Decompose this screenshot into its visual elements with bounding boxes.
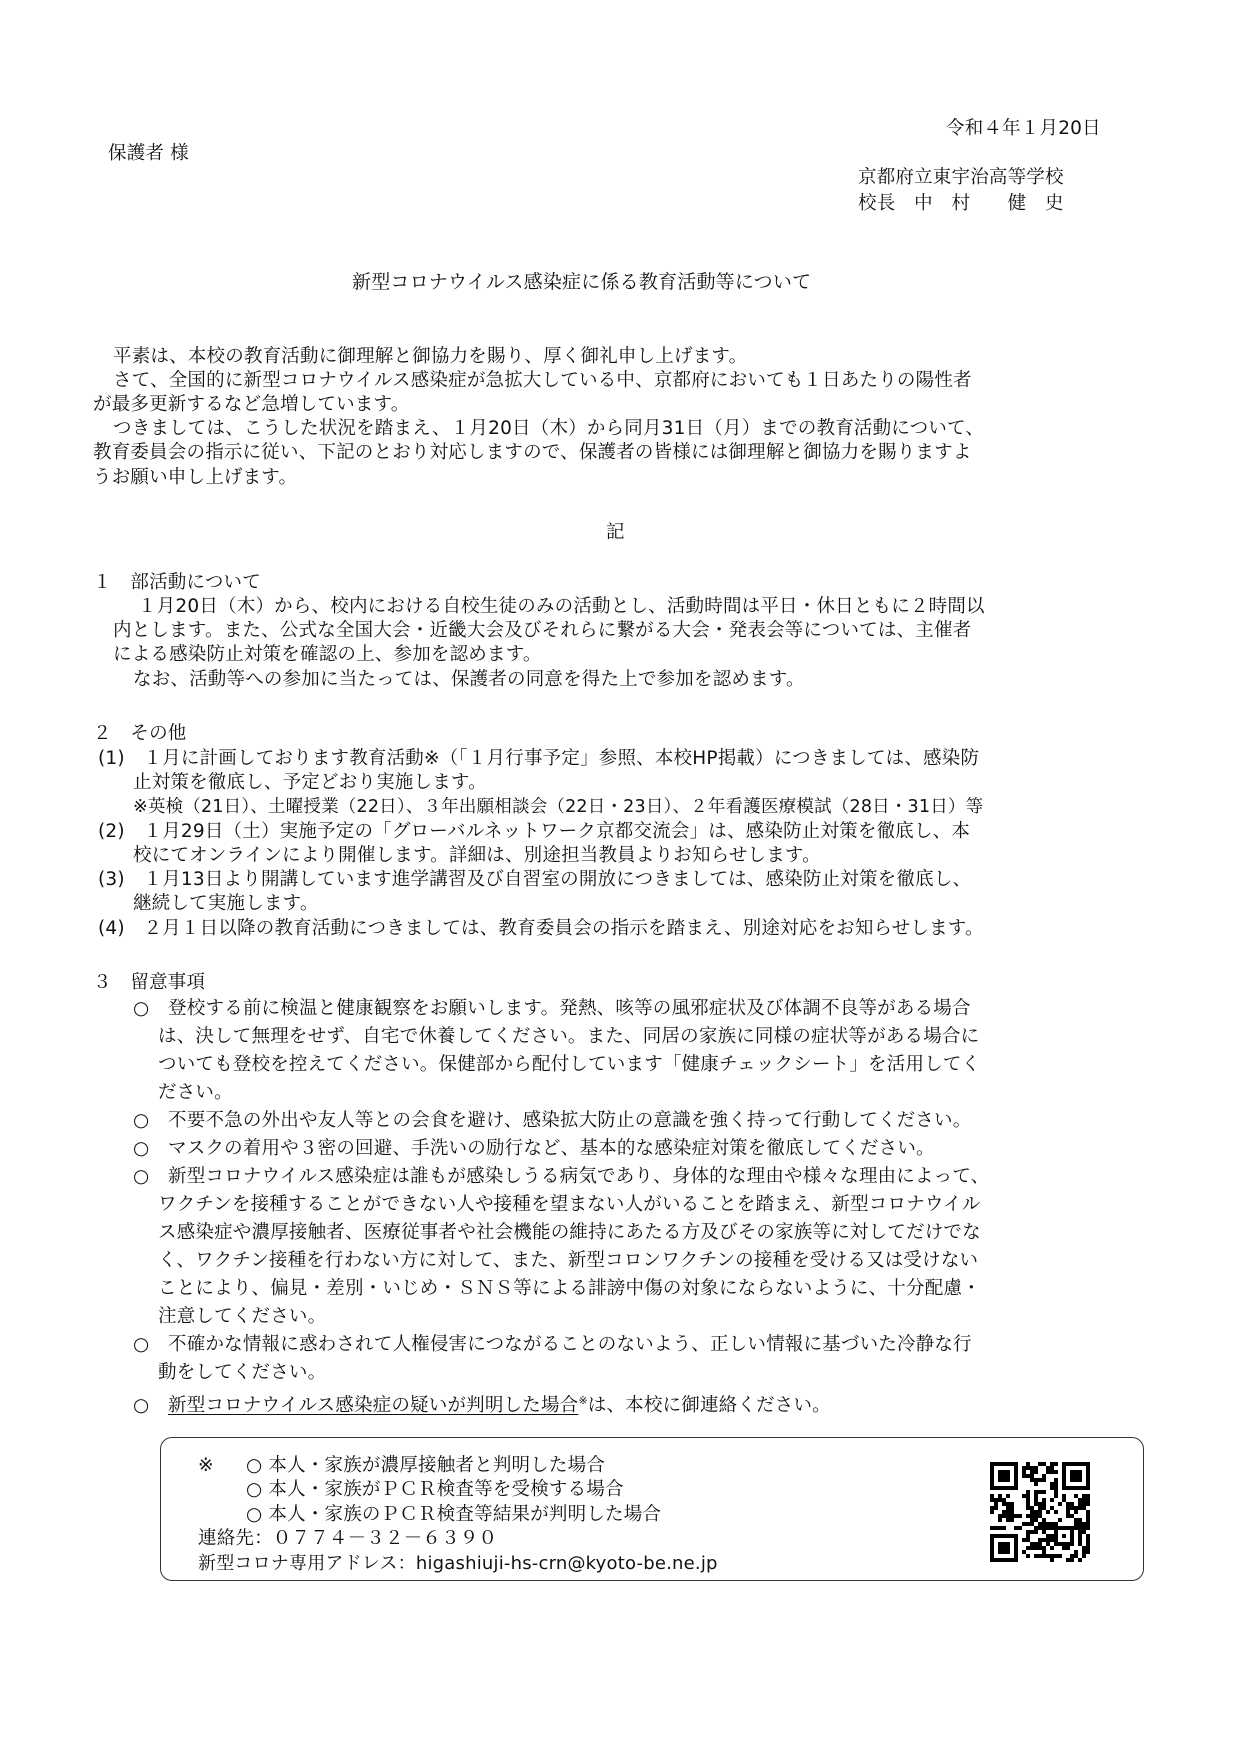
intro-line: うお願い申し上げます。 xyxy=(93,467,298,488)
notice-item: ○ 本人・家族がＰＣＲ検査等を受検する場合 xyxy=(246,1479,624,1500)
section-3-last-line xyxy=(133,1389,831,1418)
section-3-line: ワクチンを接種することができない人や接種を望まない人がいることを踏まえ、新型コロナウイル xyxy=(158,1194,981,1215)
footnote-mark: ※ xyxy=(578,1394,588,1407)
section-1-line: １月20日（木）から、校内における自校生徒のみの活動とし、活動時間は平日・休日ともに２時間以 xyxy=(138,596,985,617)
section-3-line: く、ワクチン接種を行わない方に対して、また、新型コロンワクチンの接種を受ける又は受けない xyxy=(158,1250,979,1271)
section-1-line: による感染防止対策を確認の上、参加を認めます。 xyxy=(113,644,542,665)
section-3-line: ○ 不要不急の外出や友人等との会食を避け、感染拡大防止の意識を強く持って行動してください。 xyxy=(133,1110,972,1131)
ki-marker: 記 xyxy=(606,522,625,543)
notice-rest: は、本校に御連絡ください。 xyxy=(587,1395,831,1417)
intro-line: さて、全国的に新型コロナウイルス感染症が急拡大している中、京都府においても１日あたりの陽性者 xyxy=(113,370,972,391)
section-3-line: ついても登校を控えてください。保健部から配付しています「健康チェックシート」を活用してく xyxy=(158,1054,981,1075)
recipient: 保護者 様 xyxy=(108,143,189,164)
section-2-line: (4) ２月１日以降の教育活動につきましては、教育委員会の指示を踏まえ、別途対応をお知らせします。 xyxy=(98,918,984,939)
notice-mark: ※ xyxy=(198,1455,214,1476)
notice-item: ○ 本人・家族が濃厚接触者と判明した場合 xyxy=(246,1455,606,1476)
section-3-line: 動をしてください。 xyxy=(158,1362,327,1383)
section-3-line: ○ 新型コロナウイルス感染症は誰もが感染しうる病気であり、身体的な理由や様々な理由によって、 xyxy=(133,1166,990,1187)
section-1-heading: １ 部活動について xyxy=(93,572,261,593)
document-title: 新型コロナウイルス感染症に係る教育活動等について xyxy=(352,271,812,293)
section-2-line: 継続して実施します。 xyxy=(133,893,319,914)
section-3-line: ○ 登校する前に検温と健康観察をお願いします。発熱、咳等の風邪症状及び体調不良等がある場合 xyxy=(133,998,971,1019)
contact-email: 新型コロナ専用アドレス：higashiuji-hs-crn@kyoto-be.ne.jp xyxy=(198,1553,718,1574)
school-name: 京都府立東宇治高等学校 xyxy=(858,167,1064,188)
intro-line: が最多更新するなど急増しています。 xyxy=(93,394,410,415)
section-2-line: ※英検（21日）、土曜授業（22日）、３年出願相談会（22日・23日）、２年看護医療模試（28日・31日）等 xyxy=(133,797,984,817)
intro-line: 教育委員会の指示に従い、下記のとおり対応しますので、保護者の皆様には御理解と御協力を賜りますよ xyxy=(93,442,972,463)
section-2-line: (1) １月に計画しております教育活動※（「１月行事予定」参照、本校HP掲載）につきましては、感染防 xyxy=(98,748,980,769)
section-3-line: は、決して無理をせず、自宅で休養してください。また、同居の家族に同様の症状等がある場合に xyxy=(158,1026,980,1047)
section-3-line: ス感染症や濃厚接触者、医療従事者や社会機能の維持にあたる方及びその家族等に対してだけでな xyxy=(158,1222,981,1243)
section-3-line: ことにより、偏見・差別・いじめ・ＳＮＳ等による誹謗中傷の対象にならないように、十分配慮・ xyxy=(158,1278,981,1299)
section-2-line: 止対策を徹底し、予定どおり実施します。 xyxy=(133,772,487,793)
intro-line: 平素は、本校の教育活動に御理解と御協力を賜り、厚く御礼申し上げます。 xyxy=(113,346,748,367)
section-3-line: ださい。 xyxy=(158,1082,233,1103)
document-date: 令和４年１月20日 xyxy=(946,118,1101,139)
section-2-heading: ２ その他 xyxy=(93,723,187,744)
section-1-line: 内とします。また、公式な全国大会・近畿大会及びそれらに繋がる大会・発表会等については、主催者 xyxy=(113,620,972,641)
principal-name: 校長 中 村 健 史 xyxy=(858,193,1064,214)
section-3-line: ○ マスクの着用や３密の回避、手洗いの励行など、基本的な感染症対策を徹底してください。 xyxy=(133,1138,935,1159)
section-2-line: (3) １月13日より開講しています進学講習及び自習室の開放につきましては、感染防止対策を徹底し、 xyxy=(98,869,972,890)
bullet: ○ xyxy=(133,1395,169,1417)
section-3-line: ○ 不確かな情報に惑わされて人権侵害につながることのないよう、正しい情報に基づいた冷静な行 xyxy=(133,1334,972,1355)
qr-code-icon[interactable] xyxy=(990,1462,1090,1562)
intro-line: つきましては、こうした状況を踏まえ、１月20日（木）から同月31日（月）までの教育活動について、 xyxy=(113,418,985,439)
section-2-line: (2) １月29日（土）実施予定の「グローバルネットワーク京都交流会」は、感染防止対策を徹底し、本 xyxy=(98,821,971,842)
notice-item: ○ 本人・家族のＰＣＲ検査等結果が判明した場合 xyxy=(246,1504,662,1525)
section-1-line: なお、活動等への参加に当たっては、保護者の同意を得た上で参加を認めます。 xyxy=(133,669,805,690)
section-3-line: 注意してください。 xyxy=(158,1306,327,1327)
contact-phone: 連絡先：０７７４－３２－６３９０ xyxy=(198,1528,498,1549)
underlined-notice: 新型コロナウイルス感染症の疑いが判明した場合 xyxy=(168,1395,579,1417)
section-3-heading: ３ 留意事項 xyxy=(93,972,206,993)
section-2-line: 校にてオンラインにより開催します。詳細は、別途担当教員よりお知らせします。 xyxy=(133,845,821,866)
